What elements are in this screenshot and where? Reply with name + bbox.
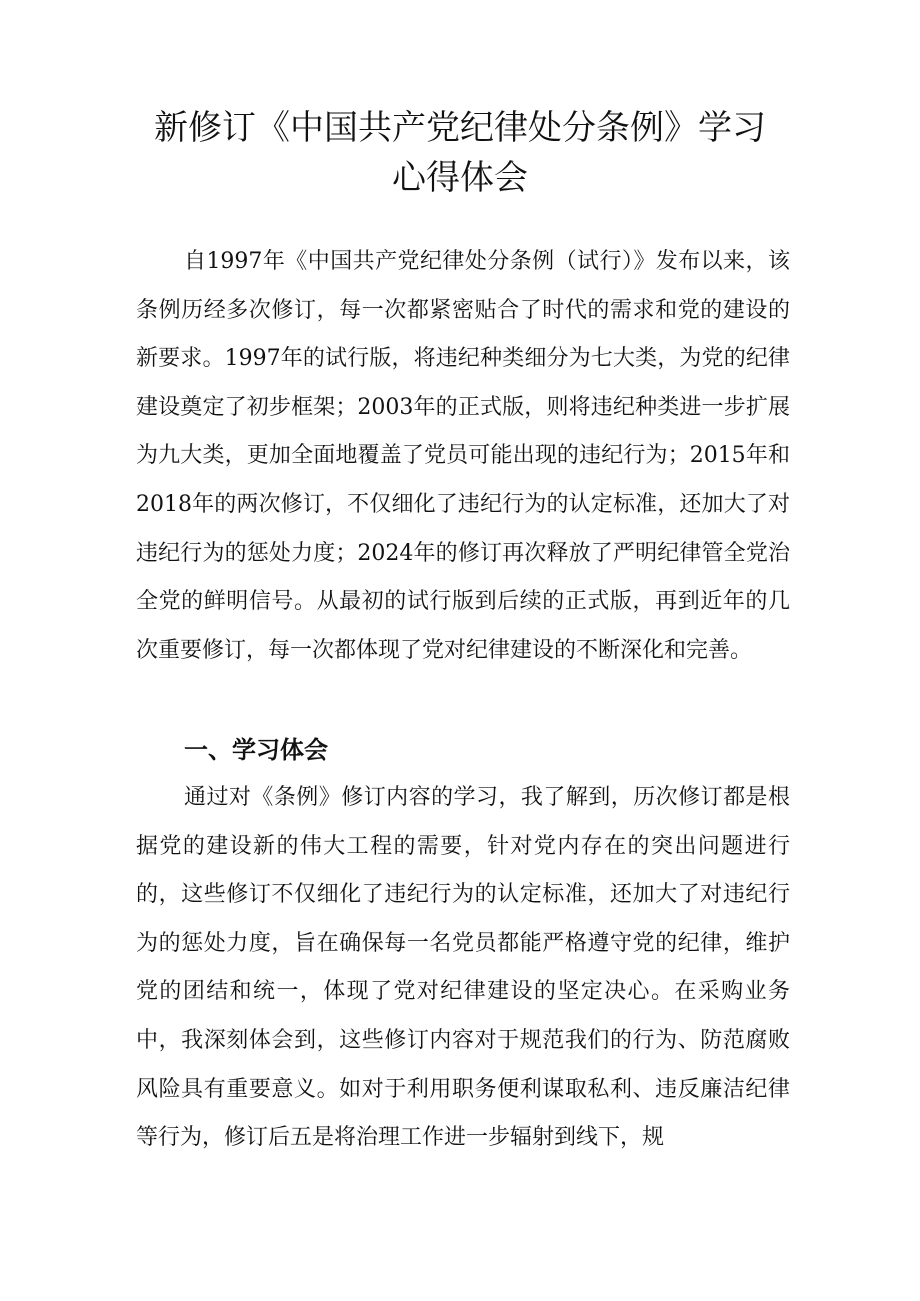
section-heading-study-insights: 一、学习体会 — [184, 736, 328, 764]
document-title-line-2: 心得体会 — [392, 158, 528, 198]
paragraph-study-insights: 通过对《条例》修订内容的学习，我了解到，历次修订都是根据党的建设新的伟大工程的需要，针对党内存在的突出问题进行的，这些修订不仅细化了违纪行为的认定标准，还加大了对违纪行为的惩处力度，旨在确保每一名党员都能严格遵守党的纪律，维护党的团结和统一，体现了党对纪律建设的坚定决心。在采购业务中，我深刻体会到，这些修订内容对于规范我们的行为、防范腐败风险具有重要意义。如对于利用职务便利谋取私利、违反廉洁纪律等行为，修订后五是将治理工作进一步辐射到线下，规 — [136, 785, 790, 1151]
paragraph-introduction: 自1997年《中国共产党纪律处分条例（试行）》发布以来，该条例历经多次修订，每一次都紧密贴合了时代的需求和党的建设的新要求。1997年的试行版，将违纪种类细分为七大类，为党的纪律建设奠定了初步框架；2003年的正式版，则将违纪种类进一步扩展为九大类，更加全面地覆盖了党员可能出现的违纪行为；2015年和2018年的两次修订，不仅细化了违纪行为的认定标准，还加大了对违纪行为的惩处力度；2024年的修订再次释放了严明纪律管全党治全党的鲜明信号。从最初的试行版到后续的正式版，再到近年的几次重要修订，每一次都体现了党对纪律建设的不断深化和完善。 — [136, 249, 790, 663]
document-title-line-1: 新修订《中国共产党纪律处分条例》学习 — [154, 108, 766, 148]
